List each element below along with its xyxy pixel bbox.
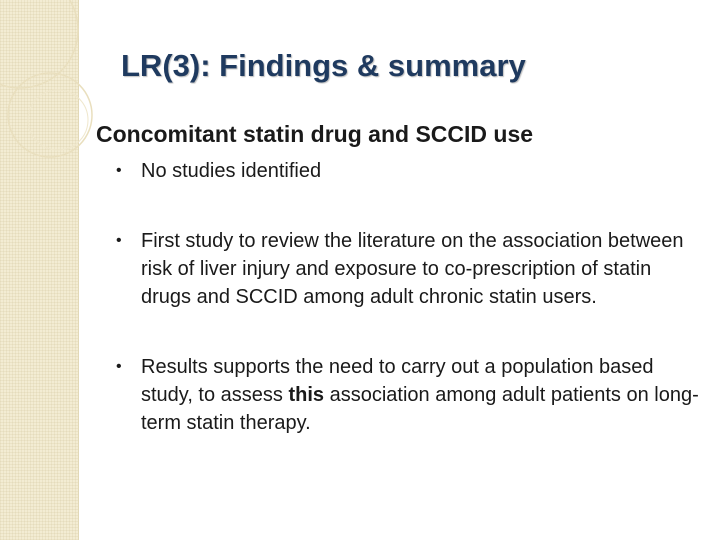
bullet-item [116,227,706,311]
section-heading: Concomitant statin drug and SCCID use [96,121,534,147]
bullet-item [116,353,706,437]
bullet-marker: • [116,358,122,375]
bullet-item [116,157,706,185]
slide-title: LR(3): Findings & summary [121,48,526,83]
bullet-text-start: Results supports the need to carry out a population based study, to assess [141,356,654,406]
bullet-text: No studies identified [141,160,322,182]
bullet-text: First study to review the literature on the association between risk of liver injury and exposure to co-prescription of statin drugs and SCCID among adult chronic statin users. [141,230,684,308]
bullet-text-emphasis: this [288,384,325,406]
bullet-list [116,157,706,437]
bullet-marker: • [116,162,122,179]
bullet-marker: • [116,232,122,249]
decorative-side-band [0,0,79,540]
bullet-text-end: association among adult patients on long-term statin therapy. [141,384,699,434]
